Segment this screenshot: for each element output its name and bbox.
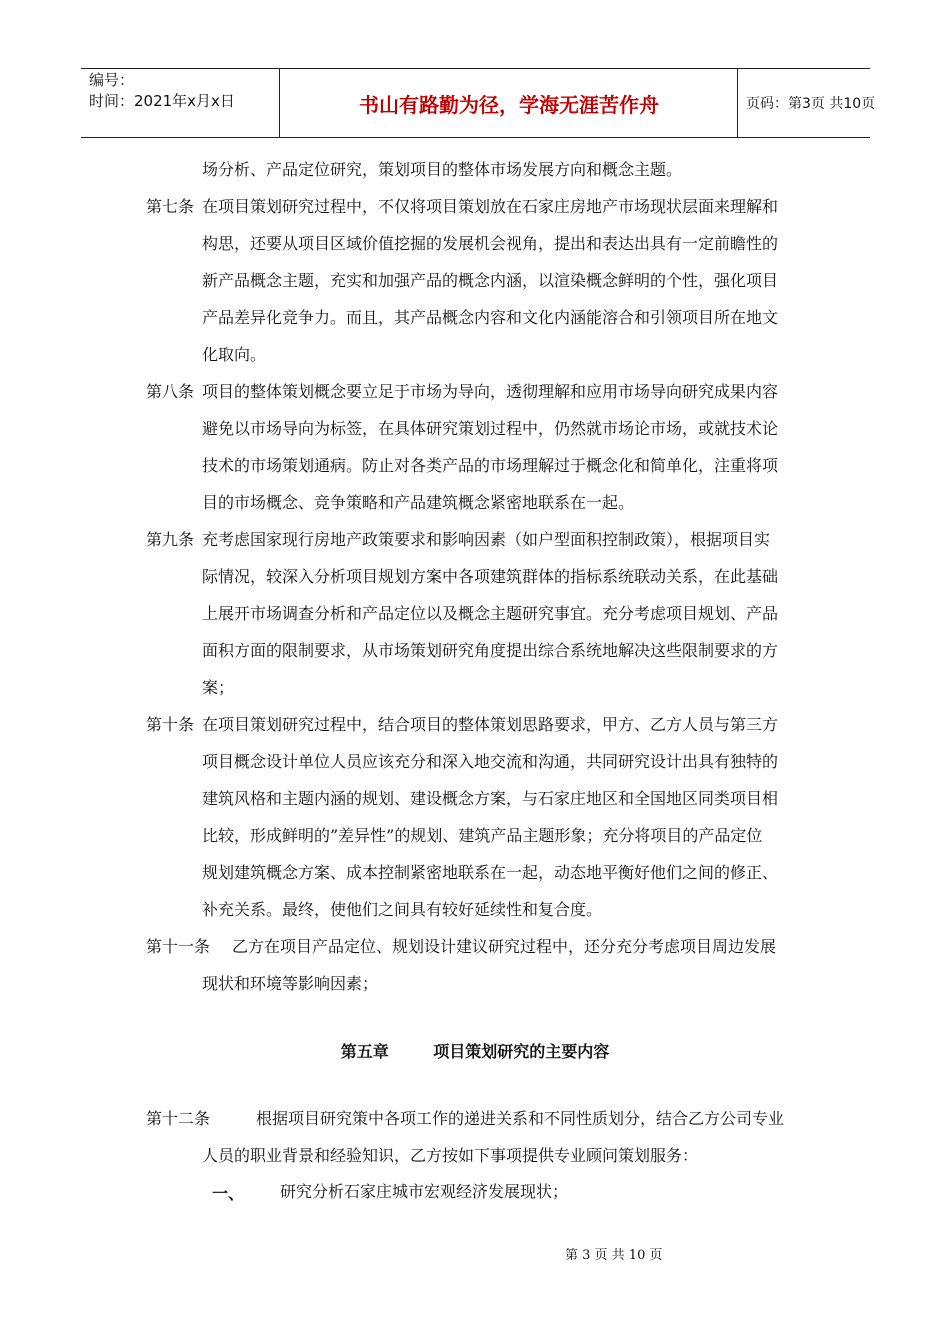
- article-line: 案；: [202, 678, 235, 697]
- article-number: 第十一条: [146, 937, 211, 956]
- article-line: 项目概念设计单位人员应该充分和深入地交流和沟通，共同研究设计出具有独特的: [202, 752, 779, 771]
- article-line: 人员的职业背景和经验知识，乙方按如下事项提供专业顾问策划服务：: [202, 1146, 699, 1165]
- article-number: 第七条: [146, 197, 195, 216]
- article-line: 建筑风格和主题内涵的规划、建设概念方案，与石家庄地区和全国地区同类项目相: [202, 789, 779, 808]
- article-line: 在项目策划研究过程中，结合项目的整体策划思路要求，甲方、乙方人员与第三方: [202, 715, 779, 734]
- header-page-info: 页码：第3页 共10页: [746, 96, 876, 112]
- article-line: 技术的市场策划通病。防止对各类产品的市场理解过于概念化和简单化，注重将项: [202, 456, 779, 475]
- continuation-line: 场分析、产品定位研究，策划项目的整体市场发展方向和概念主题。: [202, 160, 683, 179]
- document-date-label: 时间：2021年x月x日: [89, 92, 235, 110]
- article-line: 补充关系。最终，使他们之间具有较好延续性和复合度。: [202, 900, 603, 919]
- article-number: 第八条: [146, 382, 195, 401]
- article-line: 面积方面的限制要求，从市场策划研究角度提出综合系统地解决这些限制要求的方: [202, 641, 779, 660]
- header-motto: 书山有路勤为径，学海无涯苦作舟: [281, 69, 738, 137]
- header-meta: [81, 69, 280, 137]
- article-line: 上展开市场调查分析和产品定位以及概念主题研究事宜。充分考虑项目规划、产品: [202, 604, 779, 623]
- article-number: 第九条: [146, 530, 195, 549]
- article-line: 现状和环境等影响因素；: [202, 974, 379, 993]
- article-line: 规划建筑概念方案、成本控制紧密地联系在一起，动态地平衡好他们之间的修正、: [202, 863, 779, 882]
- article-line: 际情况，较深入分析项目规划方案中各项建筑群体的指标系统联动关系，在此基础: [202, 567, 779, 586]
- article-line: 目的市场概念、竞争策略和产品建筑概念紧密地联系在一起。: [202, 493, 635, 512]
- article-line: 构思，还要从项目区域价值挖掘的发展机会视角，提出和表达出具有一定前瞻性的: [202, 234, 779, 253]
- document-number-label: 编号：: [89, 71, 135, 89]
- article-line: 项目的整体策划概念要立足于市场为导向，透彻理解和应用市场导向研究成果内容: [202, 382, 779, 401]
- chapter-heading: 第五章 项目策划研究的主要内容: [340, 1042, 610, 1061]
- article-number: 第十二条: [146, 1109, 211, 1128]
- article-line: 比较，形成鲜明的”差异性”的规划、建筑产品主题形象；充分将项目的产品定位: [202, 826, 763, 845]
- page-footer: 第 3 页 共 10 页: [565, 1248, 663, 1263]
- article-line: 乙方在项目产品定位、规划设计建议研究过程中，还分充分考虑项目周边发展: [232, 937, 777, 956]
- page-header: [81, 68, 876, 138]
- article-line: 充考虑国家现行房地产政策要求和影响因素（如户型面积控制政策），根据项目实: [202, 530, 771, 549]
- article-line: 产品差异化竞争力。而且，其产品概念内容和文化内涵能溶合和引领项目所在地文: [202, 308, 779, 327]
- list-item-number: 一、: [212, 1184, 245, 1203]
- article-line: 新产品概念主题，充实和加强产品的概念内涵，以渲染概念鲜明的个性，强化项目: [202, 271, 779, 290]
- article-line: 避免以市场导向为标签，在具体研究策划过程中，仍然就市场论市场，或就技术论: [202, 419, 779, 438]
- article-line: 化取向。: [202, 345, 267, 364]
- article-line: 根据项目研究策中各项工作的递进关系和不同性质划分，结合乙方公司专业: [256, 1109, 785, 1128]
- article-number: 第十条: [146, 715, 195, 734]
- article-line: 在项目策划研究过程中，不仅将项目策划放在石家庄房地产市场现状层面来理解和: [202, 197, 779, 216]
- list-item-text: 研究分析石家庄城市宏观经济发展现状；: [280, 1182, 569, 1201]
